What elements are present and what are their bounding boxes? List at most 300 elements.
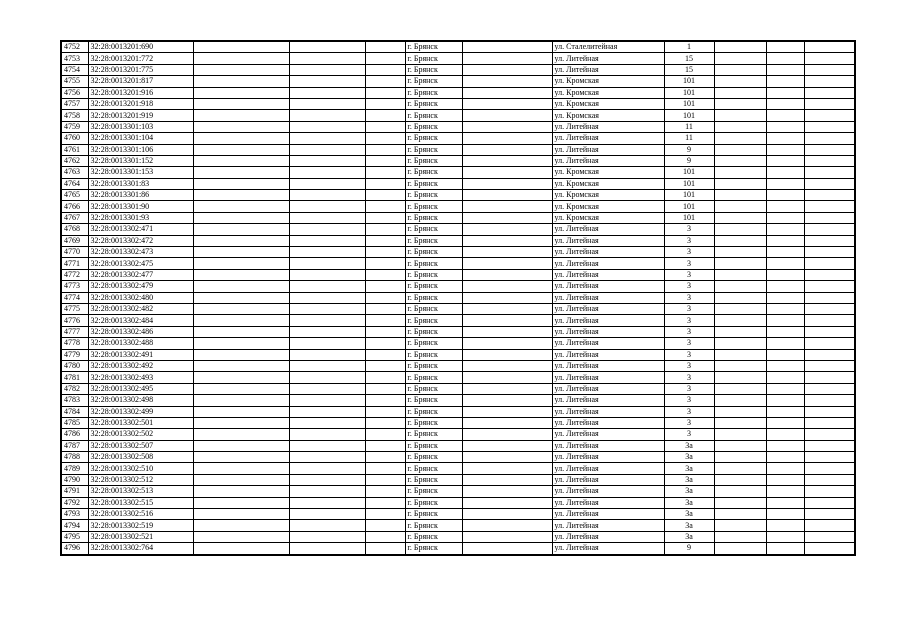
house-number-cell: 15 (664, 64, 714, 75)
house-number-cell: 3а (664, 440, 714, 451)
street-cell: ул. Литейная (552, 224, 664, 235)
empty-cell (289, 41, 365, 53)
house-number-cell: 3 (664, 360, 714, 371)
empty-cell (193, 520, 289, 531)
empty-cell (714, 452, 766, 463)
empty-cell (766, 53, 804, 64)
row-number-cell: 4767 (61, 212, 88, 223)
cadastral-number-cell: 32:28:0013201:690 (88, 41, 193, 53)
empty-cell (365, 429, 405, 440)
city-cell: г. Брянск (405, 247, 462, 258)
empty-cell (462, 201, 552, 212)
row-number-cell: 4781 (61, 372, 88, 383)
house-number-cell: 9 (664, 543, 714, 555)
house-number-cell: 3 (664, 429, 714, 440)
empty-cell (714, 201, 766, 212)
empty-cell (462, 235, 552, 246)
city-cell: г. Брянск (405, 395, 462, 406)
empty-cell (365, 338, 405, 349)
empty-cell (289, 429, 365, 440)
house-number-cell: 3а (664, 474, 714, 485)
empty-cell (365, 235, 405, 246)
empty-cell (365, 144, 405, 155)
table-row (61, 155, 855, 166)
table-row (61, 417, 855, 428)
empty-cell (365, 452, 405, 463)
empty-cell (365, 349, 405, 360)
table-row (61, 520, 855, 531)
empty-cell (804, 212, 855, 223)
row-number-cell: 4763 (61, 167, 88, 178)
cadastral-number-cell: 32:28:0013302:507 (88, 440, 193, 451)
street-cell: ул. Литейная (552, 429, 664, 440)
city-cell: г. Брянск (405, 543, 462, 555)
empty-cell (365, 76, 405, 87)
table-row (61, 338, 855, 349)
row-number-cell: 4766 (61, 201, 88, 212)
empty-cell (193, 41, 289, 53)
empty-cell (289, 53, 365, 64)
empty-cell (193, 315, 289, 326)
empty-cell (462, 372, 552, 383)
empty-cell (365, 281, 405, 292)
empty-cell (289, 452, 365, 463)
empty-cell (714, 520, 766, 531)
row-number-cell: 4759 (61, 121, 88, 132)
street-cell: ул. Литейная (552, 64, 664, 75)
empty-cell (462, 520, 552, 531)
cadastral-number-cell: 32:28:0013302:521 (88, 531, 193, 542)
empty-cell (714, 53, 766, 64)
street-cell: ул. Литейная (552, 303, 664, 314)
cadastral-number-cell: 32:28:0013302:501 (88, 417, 193, 428)
empty-cell (462, 406, 552, 417)
empty-cell (766, 155, 804, 166)
empty-cell (804, 281, 855, 292)
table-row (61, 372, 855, 383)
table-row (61, 509, 855, 520)
empty-cell (804, 395, 855, 406)
street-cell: ул. Кромская (552, 87, 664, 98)
empty-cell (714, 440, 766, 451)
house-number-cell: 1 (664, 41, 714, 53)
empty-cell (804, 87, 855, 98)
empty-cell (193, 383, 289, 394)
row-number-cell: 4756 (61, 87, 88, 98)
empty-cell (193, 303, 289, 314)
table-row (61, 315, 855, 326)
street-cell: ул. Литейная (552, 247, 664, 258)
empty-cell (804, 406, 855, 417)
empty-cell (462, 110, 552, 121)
house-number-cell: 3а (664, 452, 714, 463)
empty-cell (365, 531, 405, 542)
empty-cell (766, 201, 804, 212)
cadastral-number-cell: 32:28:0013302:493 (88, 372, 193, 383)
empty-cell (462, 281, 552, 292)
empty-cell (365, 440, 405, 451)
empty-cell (804, 258, 855, 269)
empty-cell (462, 486, 552, 497)
empty-cell (289, 440, 365, 451)
street-cell: ул. Кромская (552, 190, 664, 201)
empty-cell (462, 509, 552, 520)
empty-cell (193, 110, 289, 121)
street-cell: ул. Литейная (552, 360, 664, 371)
empty-cell (714, 395, 766, 406)
house-number-cell: 101 (664, 76, 714, 87)
table-row (61, 360, 855, 371)
city-cell: г. Брянск (405, 269, 462, 280)
table-row (61, 452, 855, 463)
row-number-cell: 4787 (61, 440, 88, 451)
empty-cell (193, 144, 289, 155)
empty-cell (804, 338, 855, 349)
empty-cell (804, 474, 855, 485)
empty-cell (365, 497, 405, 508)
empty-cell (289, 474, 365, 485)
cadastral-number-cell: 32:28:0013302:499 (88, 406, 193, 417)
house-number-cell: 3а (664, 463, 714, 474)
empty-cell (766, 315, 804, 326)
table-row (61, 247, 855, 258)
empty-cell (289, 133, 365, 144)
row-number-cell: 4784 (61, 406, 88, 417)
empty-cell (365, 326, 405, 337)
street-cell: ул. Литейная (552, 474, 664, 485)
street-cell: ул. Литейная (552, 452, 664, 463)
empty-cell (193, 64, 289, 75)
empty-cell (365, 360, 405, 371)
cadastral-number-cell: 32:28:0013302:515 (88, 497, 193, 508)
empty-cell (804, 190, 855, 201)
empty-cell (289, 349, 365, 360)
empty-cell (289, 269, 365, 280)
empty-cell (462, 41, 552, 53)
house-number-cell: 101 (664, 212, 714, 223)
row-number-cell: 4796 (61, 543, 88, 555)
empty-cell (766, 64, 804, 75)
empty-cell (193, 360, 289, 371)
empty-cell (289, 417, 365, 428)
street-cell: ул. Литейная (552, 269, 664, 280)
street-cell: ул. Сталелитейная (552, 41, 664, 53)
table-row (61, 64, 855, 75)
row-number-cell: 4783 (61, 395, 88, 406)
empty-cell (766, 463, 804, 474)
table-row (61, 98, 855, 109)
empty-cell (714, 486, 766, 497)
house-number-cell: 15 (664, 53, 714, 64)
empty-cell (462, 98, 552, 109)
empty-cell (462, 463, 552, 474)
empty-cell (193, 349, 289, 360)
street-cell: ул. Литейная (552, 395, 664, 406)
empty-cell (804, 64, 855, 75)
city-cell: г. Брянск (405, 281, 462, 292)
empty-cell (462, 440, 552, 451)
house-number-cell: 9 (664, 144, 714, 155)
empty-cell (462, 338, 552, 349)
empty-cell (804, 509, 855, 520)
city-cell: г. Брянск (405, 110, 462, 121)
row-number-cell: 4753 (61, 53, 88, 64)
row-number-cell: 4786 (61, 429, 88, 440)
empty-cell (193, 429, 289, 440)
cadastral-number-cell: 32:28:0013301:104 (88, 133, 193, 144)
row-number-cell: 4762 (61, 155, 88, 166)
empty-cell (193, 76, 289, 87)
cadastral-number-cell: 32:28:0013201:918 (88, 98, 193, 109)
empty-cell (193, 155, 289, 166)
city-cell: г. Брянск (405, 326, 462, 337)
row-number-cell: 4755 (61, 76, 88, 87)
empty-cell (193, 235, 289, 246)
empty-cell (766, 76, 804, 87)
table-row (61, 167, 855, 178)
empty-cell (804, 292, 855, 303)
empty-cell (714, 190, 766, 201)
empty-cell (289, 224, 365, 235)
table-row (61, 303, 855, 314)
empty-cell (804, 133, 855, 144)
table-body (61, 41, 855, 555)
empty-cell (462, 53, 552, 64)
table-row (61, 178, 855, 189)
empty-cell (289, 520, 365, 531)
table-row (61, 395, 855, 406)
empty-cell (365, 269, 405, 280)
empty-cell (289, 486, 365, 497)
empty-cell (714, 543, 766, 555)
street-cell: ул. Кромская (552, 178, 664, 189)
empty-cell (193, 269, 289, 280)
street-cell: ул. Кромская (552, 76, 664, 87)
city-cell: г. Брянск (405, 201, 462, 212)
row-number-cell: 4790 (61, 474, 88, 485)
cadastral-number-cell: 32:28:0013302:491 (88, 349, 193, 360)
empty-cell (193, 87, 289, 98)
empty-cell (193, 292, 289, 303)
empty-cell (804, 463, 855, 474)
empty-cell (289, 201, 365, 212)
city-cell: г. Брянск (405, 509, 462, 520)
empty-cell (804, 76, 855, 87)
empty-cell (289, 543, 365, 555)
empty-cell (804, 98, 855, 109)
empty-cell (804, 349, 855, 360)
city-cell: г. Брянск (405, 167, 462, 178)
city-cell: г. Брянск (405, 360, 462, 371)
empty-cell (365, 417, 405, 428)
row-number-cell: 4792 (61, 497, 88, 508)
empty-cell (462, 167, 552, 178)
table-row (61, 269, 855, 280)
empty-cell (766, 520, 804, 531)
city-cell: г. Брянск (405, 41, 462, 53)
cadastral-number-cell: 32:28:0013302:495 (88, 383, 193, 394)
cadastral-number-cell: 32:28:0013302:498 (88, 395, 193, 406)
empty-cell (714, 303, 766, 314)
empty-cell (714, 224, 766, 235)
table-row (61, 87, 855, 98)
house-number-cell: 3 (664, 417, 714, 428)
city-cell: г. Брянск (405, 440, 462, 451)
empty-cell (766, 269, 804, 280)
house-number-cell: 3 (664, 224, 714, 235)
empty-cell (766, 224, 804, 235)
empty-cell (289, 281, 365, 292)
table-row (61, 121, 855, 132)
empty-cell (193, 178, 289, 189)
empty-cell (462, 64, 552, 75)
empty-cell (714, 258, 766, 269)
city-cell: г. Брянск (405, 64, 462, 75)
city-cell: г. Брянск (405, 338, 462, 349)
empty-cell (766, 372, 804, 383)
empty-cell (365, 110, 405, 121)
empty-cell (193, 258, 289, 269)
empty-cell (766, 144, 804, 155)
house-number-cell: 11 (664, 133, 714, 144)
empty-cell (714, 212, 766, 223)
empty-cell (766, 258, 804, 269)
street-cell: ул. Кромская (552, 167, 664, 178)
empty-cell (766, 406, 804, 417)
house-number-cell: 3 (664, 395, 714, 406)
empty-cell (462, 190, 552, 201)
street-cell: ул. Литейная (552, 383, 664, 394)
street-cell: ул. Литейная (552, 372, 664, 383)
row-number-cell: 4777 (61, 326, 88, 337)
empty-cell (804, 269, 855, 280)
empty-cell (462, 269, 552, 280)
house-number-cell: 3 (664, 315, 714, 326)
house-number-cell: 101 (664, 87, 714, 98)
city-cell: г. Брянск (405, 315, 462, 326)
street-cell: ул. Кромская (552, 201, 664, 212)
house-number-cell: 3 (664, 372, 714, 383)
street-cell: ул. Литейная (552, 258, 664, 269)
empty-cell (462, 383, 552, 394)
table-row (61, 133, 855, 144)
empty-cell (365, 98, 405, 109)
house-number-cell: 3 (664, 338, 714, 349)
empty-cell (193, 417, 289, 428)
empty-cell (193, 167, 289, 178)
empty-cell (804, 303, 855, 314)
empty-cell (462, 224, 552, 235)
empty-cell (365, 53, 405, 64)
cadastral-number-cell: 32:28:0013201:772 (88, 53, 193, 64)
empty-cell (804, 315, 855, 326)
empty-cell (766, 474, 804, 485)
table-row (61, 440, 855, 451)
empty-cell (766, 87, 804, 98)
empty-cell (365, 87, 405, 98)
empty-cell (193, 452, 289, 463)
city-cell: г. Брянск (405, 486, 462, 497)
house-number-cell: 3 (664, 406, 714, 417)
city-cell: г. Брянск (405, 383, 462, 394)
row-number-cell: 4791 (61, 486, 88, 497)
cadastral-number-cell: 32:28:0013302:480 (88, 292, 193, 303)
empty-cell (804, 417, 855, 428)
city-cell: г. Брянск (405, 303, 462, 314)
street-cell: ул. Литейная (552, 486, 664, 497)
cadastral-number-cell: 32:28:0013301:152 (88, 155, 193, 166)
empty-cell (289, 531, 365, 542)
house-number-cell: 3а (664, 497, 714, 508)
row-number-cell: 4795 (61, 531, 88, 542)
row-number-cell: 4788 (61, 452, 88, 463)
table-row (61, 110, 855, 121)
cadastral-number-cell: 32:28:0013302:488 (88, 338, 193, 349)
empty-cell (804, 372, 855, 383)
city-cell: г. Брянск (405, 212, 462, 223)
cadastral-number-cell: 32:28:0013302:512 (88, 474, 193, 485)
empty-cell (365, 258, 405, 269)
empty-cell (804, 247, 855, 258)
empty-cell (289, 303, 365, 314)
empty-cell (804, 201, 855, 212)
cadastral-number-cell: 32:28:0013301:106 (88, 144, 193, 155)
empty-cell (804, 155, 855, 166)
table-row (61, 258, 855, 269)
empty-cell (365, 463, 405, 474)
empty-cell (714, 76, 766, 87)
empty-cell (365, 543, 405, 555)
row-number-cell: 4780 (61, 360, 88, 371)
empty-cell (462, 360, 552, 371)
city-cell: г. Брянск (405, 235, 462, 246)
city-cell: г. Брянск (405, 349, 462, 360)
row-number-cell: 4789 (61, 463, 88, 474)
house-number-cell: 3а (664, 531, 714, 542)
house-number-cell: 101 (664, 167, 714, 178)
empty-cell (714, 178, 766, 189)
cadastral-number-cell: 32:28:0013201:919 (88, 110, 193, 121)
empty-cell (804, 167, 855, 178)
empty-cell (714, 463, 766, 474)
empty-cell (193, 121, 289, 132)
table-row (61, 349, 855, 360)
row-number-cell: 4775 (61, 303, 88, 314)
table-row (61, 531, 855, 542)
city-cell: г. Брянск (405, 87, 462, 98)
city-cell: г. Брянск (405, 292, 462, 303)
empty-cell (804, 543, 855, 555)
cadastral-number-cell: 32:28:0013301:90 (88, 201, 193, 212)
table-row (61, 383, 855, 394)
cadastral-number-cell: 32:28:0013302:492 (88, 360, 193, 371)
street-cell: ул. Литейная (552, 520, 664, 531)
empty-cell (193, 372, 289, 383)
cadastral-number-cell: 32:28:0013302:486 (88, 326, 193, 337)
empty-cell (766, 349, 804, 360)
city-cell: г. Брянск (405, 224, 462, 235)
empty-cell (365, 64, 405, 75)
city-cell: г. Брянск (405, 372, 462, 383)
street-cell: ул. Литейная (552, 417, 664, 428)
city-cell: г. Брянск (405, 190, 462, 201)
city-cell: г. Брянск (405, 406, 462, 417)
empty-cell (714, 383, 766, 394)
cadastral-number-cell: 32:28:0013302:484 (88, 315, 193, 326)
empty-cell (193, 190, 289, 201)
street-cell: ул. Литейная (552, 349, 664, 360)
table-row (61, 292, 855, 303)
